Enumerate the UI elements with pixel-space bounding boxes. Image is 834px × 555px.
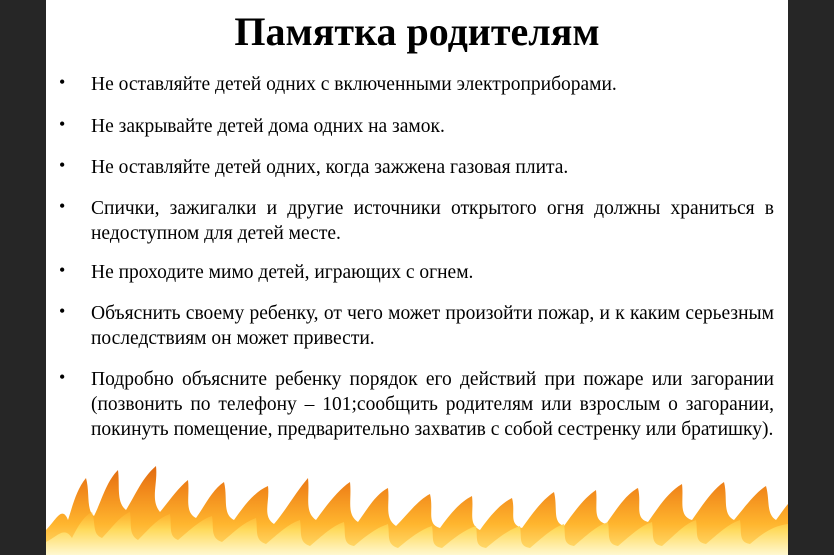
- list-item: [46, 72, 788, 97]
- bullet-marker: •: [59, 367, 66, 387]
- list-item-text: Спички, зажигалки и другие источники открытого огня должны храниться в недоступном для детей месте.: [91, 198, 774, 244]
- list-item-text: Подробно объясните ребенку порядок его действий при пожаре или загорании (позвонить по телефону – 101;сообщить родителям или взрослым о загорании, покинуть помещение, предварительно захватив с собой сестренку или братишку).: [91, 369, 774, 440]
- list-item: [46, 301, 788, 351]
- list-item: [46, 196, 788, 246]
- bullet-marker: •: [59, 114, 66, 134]
- bullet-marker: •: [59, 72, 66, 92]
- list-item: [46, 114, 788, 139]
- bullet-marker: •: [59, 260, 66, 280]
- list-item: [46, 367, 788, 442]
- slide: [46, 0, 788, 555]
- list-item: [46, 260, 788, 285]
- list-item-text: Не оставляйте детей одних с включенными электроприборами.: [91, 74, 617, 95]
- page-title: Памятка родителям: [234, 9, 600, 54]
- bullet-marker: •: [59, 155, 66, 175]
- list-item-text: Объяснить своему ребенку, от чего может произойти пожар, и к каким серьезным последствиям он может привести.: [91, 303, 774, 349]
- bullet-marker: •: [59, 301, 66, 321]
- tips-list: [46, 72, 788, 442]
- list-item-text: Не закрывайте детей дома одних на замок.: [91, 116, 445, 137]
- list-item: [46, 155, 788, 180]
- list-item-text: Не оставляйте детей одних, когда зажжена газовая плита.: [91, 157, 569, 178]
- bullet-marker: •: [59, 196, 66, 216]
- list-item-text: Не проходите мимо детей, играющих с огнем.: [91, 262, 474, 283]
